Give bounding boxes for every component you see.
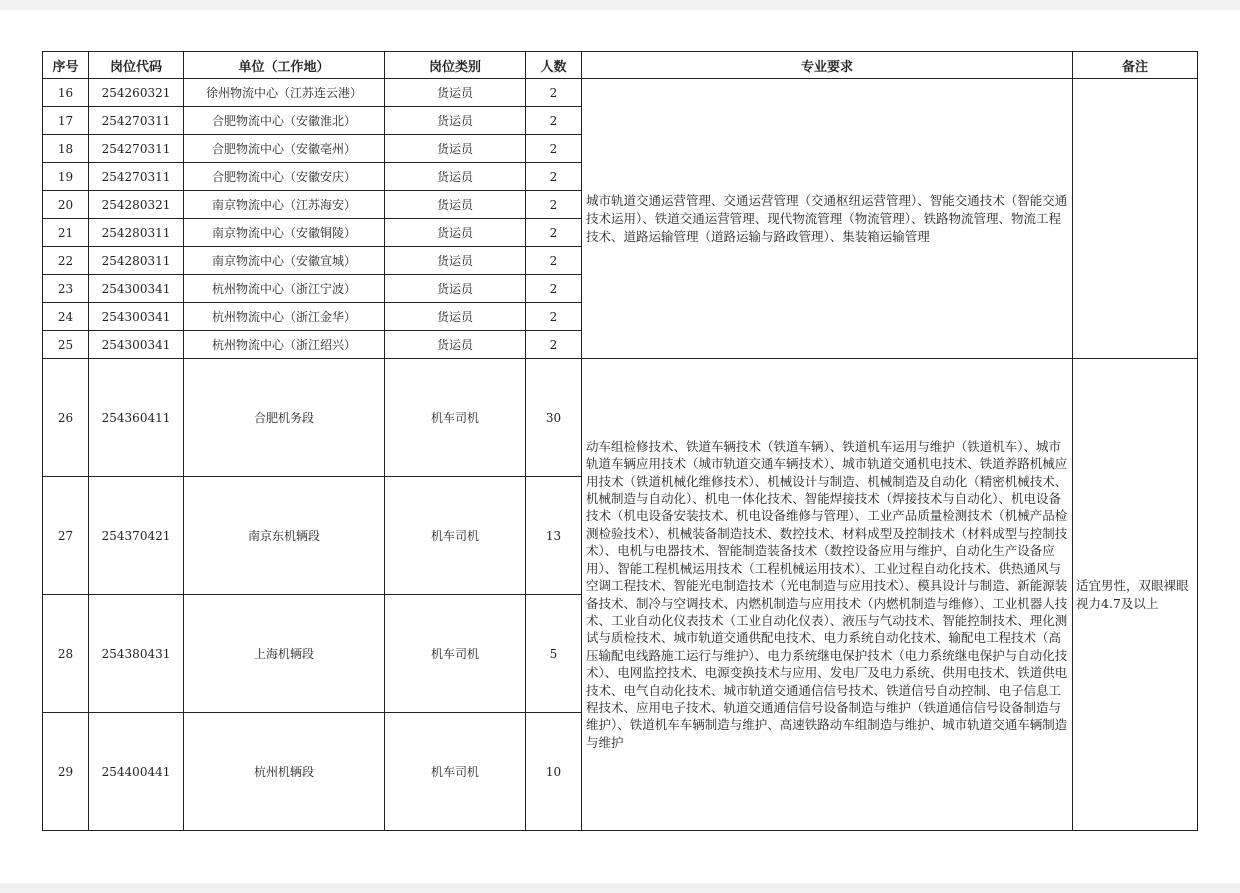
cell-unit: 南京物流中心（安徽宣城） [184,247,385,275]
table-row [43,79,1198,107]
cell-unit: 南京物流中心（安徽铜陵） [184,219,385,247]
cell-count: 5 [526,595,582,713]
cell-category: 货运员 [385,191,526,219]
cell-count: 2 [526,303,582,331]
cell-no: 24 [43,303,89,331]
cell-category: 货运员 [385,107,526,135]
cell-code: 254370421 [89,477,184,595]
cell-count: 2 [526,163,582,191]
cell-unit: 合肥物流中心（安徽安庆） [184,163,385,191]
cell-count: 2 [526,331,582,359]
cell-code: 254300341 [89,275,184,303]
cell-category: 机车司机 [385,595,526,713]
cell-no: 23 [43,275,89,303]
header-unit: 单位（工作地） [184,52,385,79]
cell-code: 254260321 [89,79,184,107]
cell-count: 2 [526,79,582,107]
cell-count: 10 [526,713,582,831]
cell-unit: 杭州物流中心（浙江绍兴） [184,331,385,359]
header-count: 人数 [526,52,582,79]
cell-unit: 徐州物流中心（江苏连云港） [184,79,385,107]
cell-no: 25 [43,331,89,359]
header-major: 专业要求 [582,52,1073,79]
cell-unit: 合肥机务段 [184,359,385,477]
cell-code: 254270311 [89,163,184,191]
cell-count: 2 [526,107,582,135]
document-page [0,10,1240,883]
cell-no: 19 [43,163,89,191]
cell-code: 254400441 [89,713,184,831]
cell-unit: 合肥物流中心（安徽淮北） [184,107,385,135]
cell-code: 254300341 [89,331,184,359]
cell-unit: 合肥物流中心（安徽亳州） [184,135,385,163]
cell-code: 254270311 [89,107,184,135]
cell-no: 27 [43,477,89,595]
job-requirements-table [42,51,1198,831]
cell-code: 254280311 [89,219,184,247]
cell-count: 2 [526,275,582,303]
cell-category: 货运员 [385,219,526,247]
cell-unit: 南京物流中心（江苏海安） [184,191,385,219]
cell-unit: 杭州机辆段 [184,713,385,831]
cell-unit: 上海机辆段 [184,595,385,713]
cell-no: 18 [43,135,89,163]
cell-no: 20 [43,191,89,219]
cell-unit: 杭州物流中心（浙江宁波） [184,275,385,303]
cell-no: 28 [43,595,89,713]
header-row [43,52,1198,79]
cell-count: 2 [526,219,582,247]
cell-category: 货运员 [385,331,526,359]
cell-unit: 杭州物流中心（浙江金华） [184,303,385,331]
cell-count: 2 [526,247,582,275]
cell-count: 2 [526,135,582,163]
cell-count: 2 [526,191,582,219]
cell-category: 货运员 [385,303,526,331]
cell-no: 16 [43,79,89,107]
cell-no: 17 [43,107,89,135]
group1-major-cell: 城市轨道交通运营管理、交通运营管理（交通枢纽运营管理）、智能交通技术（智能交通技术运用）、铁道交通运营管理、现代物流管理（物流管理）、铁路物流管理、物流工程技术、道路运输管理（道路运输与路政管理）、集装箱运输管理 [582,79,1073,359]
cell-category: 货运员 [385,79,526,107]
header-no: 序号 [43,52,89,79]
cell-count: 13 [526,477,582,595]
cell-no: 29 [43,713,89,831]
group2-note-cell: 适宜男性，双眼裸眼视力4.7及以上 [1073,359,1198,831]
cell-category: 机车司机 [385,713,526,831]
cell-no: 26 [43,359,89,477]
cell-unit: 南京东机辆段 [184,477,385,595]
cell-code: 254380431 [89,595,184,713]
cell-category: 货运员 [385,135,526,163]
group2-major-cell: 动车组检修技术、铁道车辆技术（铁道车辆）、铁道机车运用与维护（铁道机车）、城市轨道车辆应用技术（城市轨道交通车辆技术）、城市轨道交通机电技术、铁道养路机械应用技术（铁道机械化维修技术）、机械设计与制造、机械制造及自动化（精密机械技术、机械制造与自动化）、机电一体化技术、智能焊接技术（焊接技术与自动化）、机电设备技术（机电设备安装技术、机电设备维修与管理）、工业产品质量检测技术（机械产品检测检验技术）、机械装备制造技术、数控技术、材料成型及控制技术（材料成型与控制技术）、电机与电器技术、智能制造装备技术（数控设备应用与维护、自动化生产设备应用）、智能工程机械运用技术（工程机械运用技术）、工业过程自动化技术、供热通风与空调工程技术、智能光电制造技术（光电制造与应用技术）、模具设计与制造、新能源装备技术、制冷与空调技术、内燃机制造与应用技术（内燃机制造与维修）、工业机器人技术、工业自动化仪表技术（工业自动化仪表）、液压与气动技术、智能控制技术、理化测试与质检技术、城市轨道交通供配电技术、电力系统自动化技术、输配电工程技术（高压输配电线路施工运行与维护）、电力系统继电保护技术（电力系统继电保护与自动化技术）、电网监控技术、电源变换技术与应用、发电厂及电力系统、供用电技术、铁道供电技术、电气自动化技术、城市轨道交通通信信号技术、铁道信号自动控制、电子信息工程技术、应用电子技术、轨道交通通信信号设备制造与维护（铁道通信信号设备制造与维护）、铁道机车车辆制造与维护、高速铁路动车组制造与维护、城市轨道交通车辆制造与维护 [582,359,1073,831]
table-row [43,359,1198,477]
group1-note-cell [1073,79,1198,359]
cell-count: 30 [526,359,582,477]
cell-code: 254300341 [89,303,184,331]
cell-code: 254360411 [89,359,184,477]
cell-category: 货运员 [385,275,526,303]
header-category: 岗位类别 [385,52,526,79]
cell-category: 机车司机 [385,477,526,595]
cell-code: 254270311 [89,135,184,163]
cell-code: 254280321 [89,191,184,219]
cell-no: 22 [43,247,89,275]
header-code: 岗位代码 [89,52,184,79]
header-note: 备注 [1073,52,1198,79]
cell-category: 机车司机 [385,359,526,477]
cell-category: 货运员 [385,247,526,275]
cell-category: 货运员 [385,163,526,191]
cell-no: 21 [43,219,89,247]
cell-code: 254280311 [89,247,184,275]
